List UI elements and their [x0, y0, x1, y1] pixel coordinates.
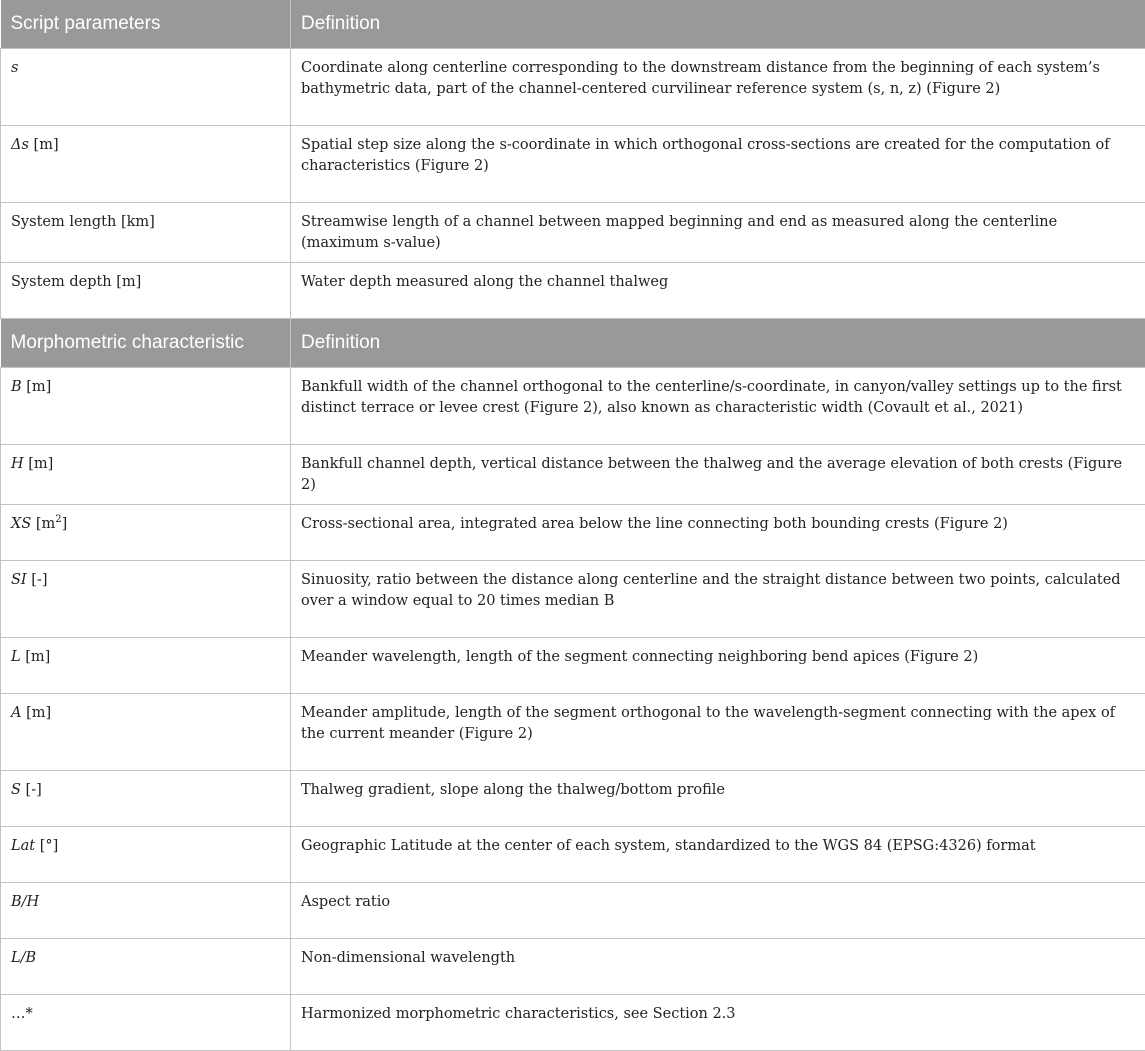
term-cell [1, 995, 291, 1051]
table-row [1, 771, 1145, 827]
definition-cell: Bankfull width of the channel orthogonal to the centerline/s-coordinate, in canyon/valley settings up to the first distinct terrace or levee crest (Figure 2), also known as characteristic width (Covault et al., 2021) [291, 368, 1145, 445]
term-cell [1, 263, 291, 319]
term-unit: [m] [24, 456, 54, 472]
term-symbol: SI [11, 572, 27, 588]
table-row [1, 995, 1145, 1051]
term-symbol: L/B [11, 950, 36, 966]
definition-cell: Bankfull channel depth, vertical distance between the thalweg and the average elevation of both crests (Figure 2) [291, 445, 1145, 505]
header-cell: Script parameters [1, 0, 291, 49]
table-row [1, 505, 1145, 561]
term-cell [1, 203, 291, 263]
term-cell [1, 368, 291, 445]
definition-cell: Spatial step size along the s-coordinate in which orthogonal cross-sections are created for the computation of characteristics (Figure 2) [291, 126, 1145, 203]
table-row [1, 263, 1145, 319]
term-cell [1, 126, 291, 203]
table-row [1, 883, 1145, 939]
header-cell: Definition [291, 319, 1145, 368]
term-unit: [m] [21, 705, 51, 721]
term-cell [1, 561, 291, 638]
definition-cell: Water depth measured along the channel thalweg [291, 263, 1145, 319]
term-unit: [m] [29, 137, 59, 153]
term-superscript: 2 [55, 514, 61, 525]
term-unit: [-] [27, 572, 48, 588]
term-unit-close: ] [62, 516, 68, 532]
term-cell [1, 827, 291, 883]
term-symbol: B/H [11, 894, 39, 910]
table-row [1, 694, 1145, 771]
term-cell [1, 638, 291, 694]
table-row [1, 49, 1145, 126]
table-row [1, 445, 1145, 505]
table-header-morphometric-characteristic [1, 319, 1145, 368]
term-cell [1, 939, 291, 995]
term-symbol: A [11, 705, 21, 721]
definition-cell: Meander amplitude, length of the segment orthogonal to the wavelength-segment connecting with the apex of the current meander (Figure 2) [291, 694, 1145, 771]
table-row [1, 638, 1145, 694]
term-symbol: XS [11, 516, 31, 532]
definition-cell: Streamwise length of a channel between mapped beginning and end as measured along the centerline (maximum s-value) [291, 203, 1145, 263]
term-unit: System depth [m] [11, 274, 141, 290]
table-row [1, 939, 1145, 995]
table-row [1, 827, 1145, 883]
table-row [1, 126, 1145, 203]
term-cell [1, 445, 291, 505]
term-symbol: s [11, 60, 18, 76]
definition-cell: Geographic Latitude at the center of each system, standardized to the WGS 84 (EPSG:4326) format [291, 827, 1145, 883]
definition-cell: Sinuosity, ratio between the distance along centerline and the straight distance between two points, calculated over a window equal to 20 times median B [291, 561, 1145, 638]
definition-cell: Non-dimensional wavelength [291, 939, 1145, 995]
table-header-script-parameters [1, 0, 1145, 49]
term-unit: [°] [35, 838, 58, 854]
header-cell: Morphometric characteristic [1, 319, 291, 368]
term-unit: System length [km] [11, 214, 155, 230]
definition-cell: Aspect ratio [291, 883, 1145, 939]
term-symbol: Lat [11, 838, 35, 854]
term-symbol: S [11, 782, 21, 798]
definition-cell: Coordinate along centerline corresponding to the downstream distance from the beginning of each system’s bathymetric data, part of the channel-centered curvilinear reference system (s, n, z) (Figure 2) [291, 49, 1145, 126]
definition-cell: Harmonized morphometric characteristics, see Section 2.3 [291, 995, 1145, 1051]
term-cell [1, 883, 291, 939]
term-cell [1, 694, 291, 771]
definition-cell: Meander wavelength, length of the segment connecting neighboring bend apices (Figure 2) [291, 638, 1145, 694]
term-cell [1, 771, 291, 827]
term-symbol: Δs [11, 137, 29, 153]
header-cell: Definition [291, 0, 1145, 49]
term-unit: [-] [21, 782, 42, 798]
definition-cell: Cross-sectional area, integrated area below the line connecting both bounding crests (Figure 2) [291, 505, 1145, 561]
term-cell [1, 49, 291, 126]
term-symbol: B [11, 379, 22, 395]
table-row [1, 368, 1145, 445]
term-unit: [m] [21, 649, 51, 665]
term-symbol: L [11, 649, 21, 665]
term-unit: …* [11, 1006, 33, 1022]
term-unit: [m] [22, 379, 52, 395]
term-cell [1, 505, 291, 561]
term-unit: [m [31, 516, 55, 532]
table-row [1, 203, 1145, 263]
table-row [1, 561, 1145, 638]
definition-cell: Thalweg gradient, slope along the thalweg/bottom profile [291, 771, 1145, 827]
term-symbol: H [11, 456, 24, 472]
